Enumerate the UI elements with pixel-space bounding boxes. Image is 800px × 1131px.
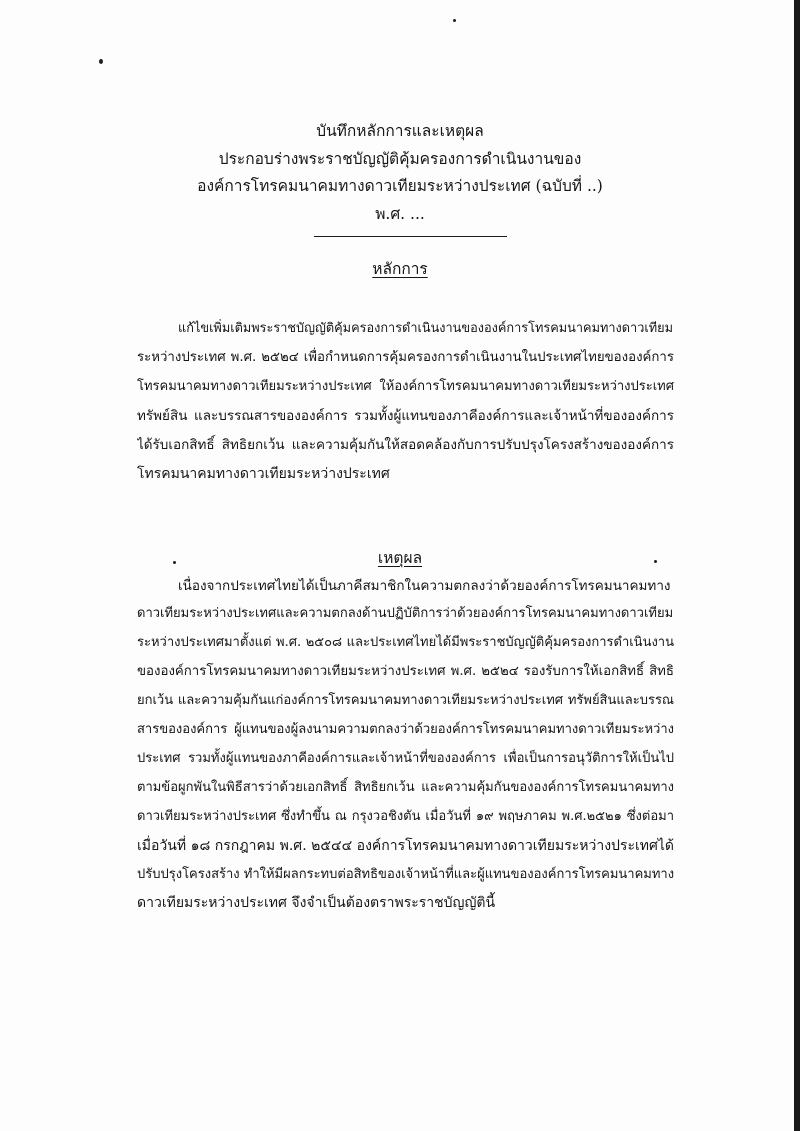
reason-line: ปรับปรุงโครงสร้าง ทำให้มีผลกระทบต่อสิทธิของเจ้าหน้าที่และผู้แทนขององค์การโทรคมนาคมทาง (137, 867, 674, 882)
reason-line: ขององค์การโทรคมนาคมทางดาวเทียมระหว่างประเทศ พ.ศ. ๒๕๒๔ รองรับการให้เอกสิทธิ์ สิทธิ (137, 664, 674, 679)
scan-speck (173, 561, 176, 564)
principle-heading: หลักการ (372, 260, 428, 278)
reason-line: เมื่อวันที่ ๑๘ กรกฎาคม พ.ศ. ๒๕๔๔ องค์การโทรคมนาคมทางดาวเทียมระหว่างประเทศได้ (137, 838, 674, 854)
reason-line: ยกเว้น และความคุ้มกันแก่องค์การโทรคมนาคมทางดาวเทียมระหว่างประเทศ ทรัพย์สินและบรรณ (137, 693, 674, 708)
principle-line: แก้ไขเพิ่มเติมพระราชบัญญัติคุ้มครองการดำเนินงานขององค์การโทรคมนาคมทางดาวเทียม (178, 321, 673, 336)
principle-line: ทรัพย์สิน และบรรณสารขององค์การ รวมทั้งผู้แทนของภาคีองค์การและเจ้าหน้าที่ขององค์การ (137, 408, 674, 424)
reason-line: ตามข้อผูกพันในพิธีสารว่าด้วยเอกสิทธิ์ สิทธิยกเว้น และความคุ้มกันขององค์การโทรคมนาคมทาง (137, 780, 674, 795)
reason-heading: เหตุผล (377, 549, 423, 567)
principle-line: ระหว่างประเทศ พ.ศ. ๒๕๒๔ เพื่อกำหนดการคุ้มครองการดำเนินงานในประเทศไทยขององค์การ (137, 350, 674, 365)
principle-line: โทรคมนาคมทางดาวเทียมระหว่างประเทศ ให้องค์การโทรคมนาคมทางดาวเทียมระหว่างประเทศ (137, 379, 674, 394)
reason-line: ดาวเทียมระหว่างประเทศและความตกลงด้านปฏิบัติการว่าด้วยองค์การโทรคมนาคมทางดาวเทียม (137, 606, 674, 621)
scan-speck (453, 19, 456, 22)
memo-title: บันทึกหลักการและเหตุผล (316, 122, 484, 140)
reason-line: ดาวเทียมระหว่างประเทศ จึงจำเป็นต้องตราพระราชบัญญัตินี้ (137, 895, 496, 911)
reason-line: ประเทศ รวมทั้งผู้แทนของภาคีองค์การและเจ้าหน้าที่ขององค์การ เพื่อเป็นการอนุวัติการให้เป็นไป (137, 751, 674, 766)
reason-line: สารขององค์การ ผู้แทนของผู้ลงนามความตกลงว่าด้วยองค์การโทรคมนาคมทางดาวเทียมระหว่าง (137, 722, 674, 737)
scan-speck (99, 59, 103, 64)
principle-line: โทรคมนาคมทางดาวเทียมระหว่างประเทศ (137, 466, 390, 482)
memo-subtitle-line-1: ประกอบร่างพระราชบัญญัติคุ้มครองการดำเนินงานของ (218, 150, 582, 168)
scan-border (794, 0, 800, 1131)
reason-line: เนื่องจากประเทศไทยได้เป็นภาคีสมาชิกในความตกลงว่าด้วยองค์การโทรคมนาคมทาง (178, 578, 671, 594)
reason-line: ดาวเทียมระหว่างประเทศ ซึ่งทำขึ้น ณ กรุงวอชิงตัน เมื่อวันที่ ๑๙ พฤษภาคม พ.ศ.๒๕๒๑ ซึ่งต่อมา (137, 809, 674, 824)
reason-line: ระหว่างประเทศมาตั้งแต่ พ.ศ. ๒๕๐๘ และประเทศไทยได้มีพระราชบัญญัติคุ้มครองการดำเนินงาน (137, 635, 674, 650)
scan-speck (654, 560, 657, 563)
memo-year: พ.ศ. ... (375, 205, 425, 223)
header-divider (314, 236, 507, 237)
principle-line: ได้รับเอกสิทธิ์ สิทธิยกเว้น และความคุ้มกันให้สอดคล้องกับการปรับปรุงโครงสร้างขององค์การ (137, 437, 674, 453)
memo-subtitle-line-2: องค์การโทรคมนาคมทางดาวเทียมระหว่างประเทศ (ฉบับที่ ..) (197, 177, 603, 195)
